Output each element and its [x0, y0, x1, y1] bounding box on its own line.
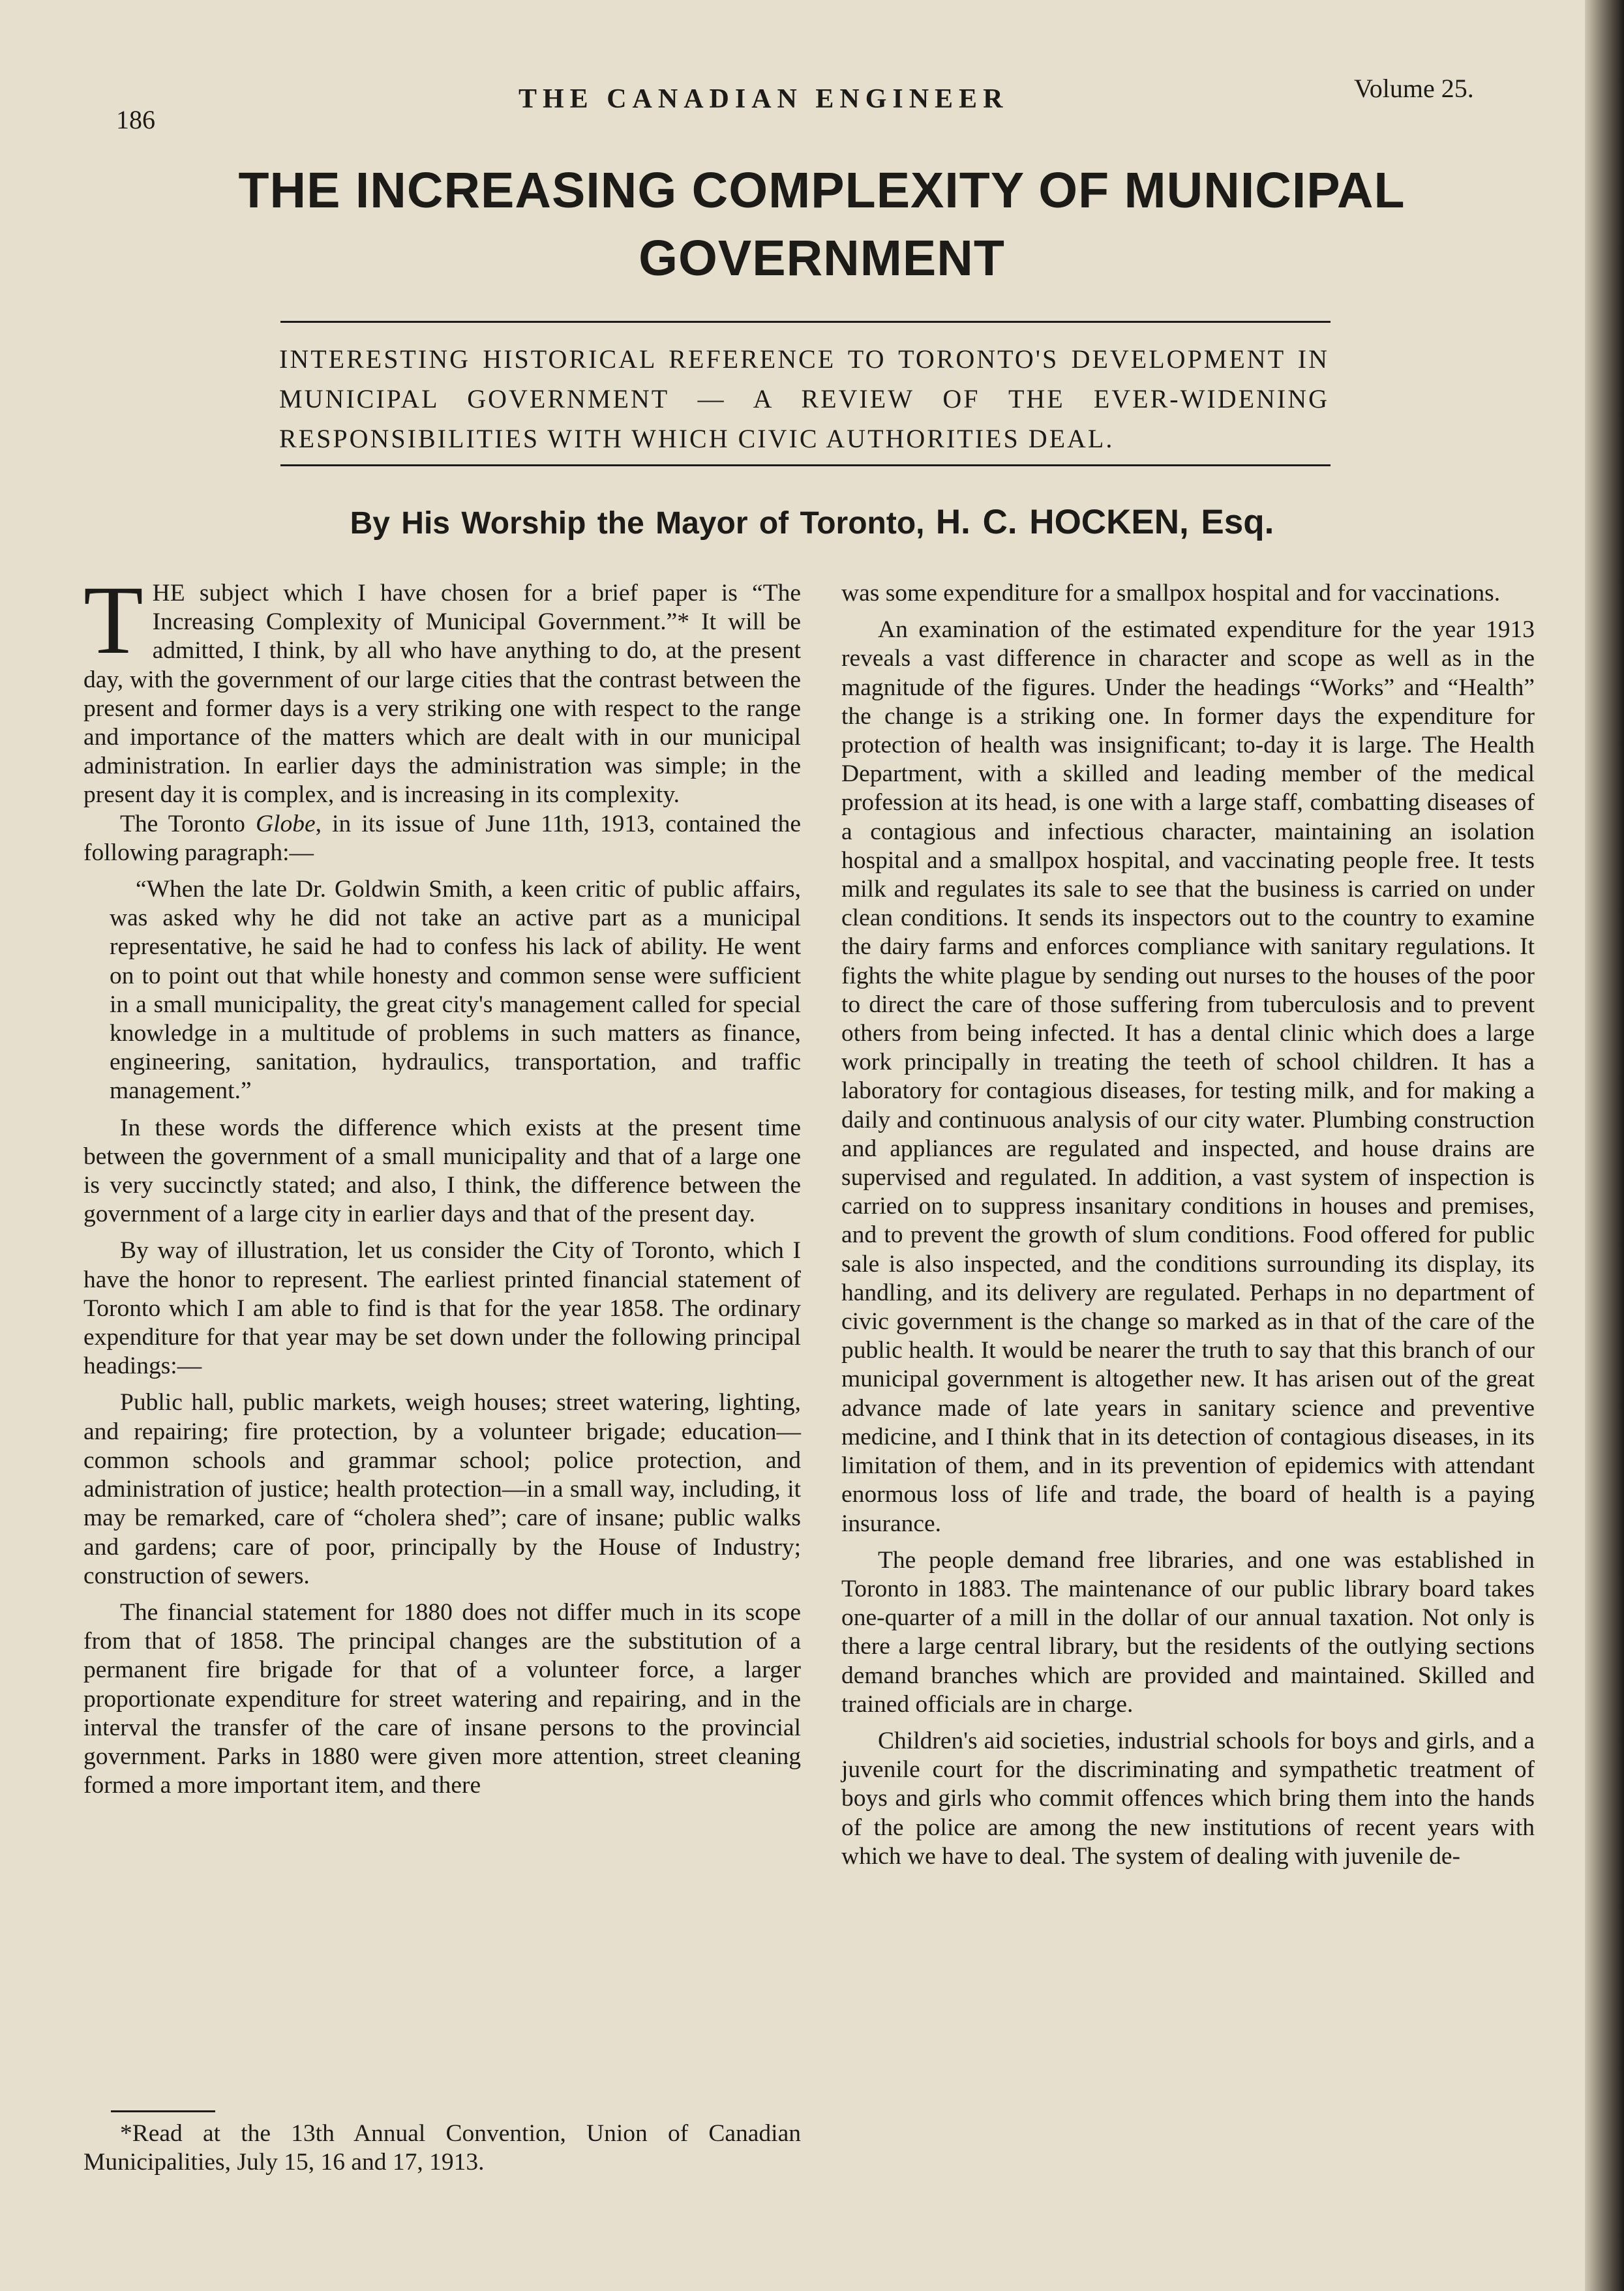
quoted-paragraph: “When the late Dr. Goldwin Smith, a keen critic of public affairs, was asked why he did not take an active part as a municipal representative, he said he had to confess his lack of ability. He went on to point out that while honesty and common sense were sufficient in a small municipality, the great city's management called for special knowledge in a multitude of problems in such matters as finance, engineering, sanitation, hydraulics, transportation, and traffic management.” [110, 876, 801, 1105]
article-title [130, 157, 1513, 292]
journal-running-head: THE CANADIAN ENGINEER [519, 84, 1009, 114]
paragraph-5: Public hall, public markets, weigh houses; street watering, lighting, and repairing; fire protection, by a volunteer brigade; education—common schools and grammar school; police protection, and administration of justice; health protection—in a small way, including, it may be remarked, care of “cholera shed”; care of insane; public walks and gardens; care of poor, principally by the House of Industry; construction of sewers. [83, 1389, 801, 1589]
footnote-text: *Read at the 13th Annual Convention, Union of Canadian Municipalities, July 15, 16 and 17, 1913. [83, 2120, 801, 2176]
byline [280, 502, 1344, 542]
right-column [841, 579, 1535, 1871]
right-paragraph-4: Children's aid societies, industrial schools for boys and girls, and a juvenile court for the discriminating and sympathetic treatment of boys and girls who commit offences which bring them into the hands of the police are among the new institutions of recent years with which we have to deal. The system of dealing with juvenile de- [841, 1727, 1535, 1870]
paragraph-4: By way of illustration, let us consider the City of Toronto, which I have the honor to represent. The earliest printed financial statement of Toronto which I am able to find is that for the year 1858. The ordinary expenditure for that year may be set down under the following principal headings:— [83, 1237, 801, 1380]
paragraph-6: The financial statement for 1880 does not differ much in its scope from that of 1858. The principal changes are the substitution of a permanent fire brigade for that of a volunteer force, a larger proportionate expenditure for street watering and repairing, and in the interval the transfer of the care of insane persons to the provincial government. Parks in 1880 were given more attention, street cleaning formed a more important item, and there [83, 1598, 801, 1799]
right-paragraph-2: An examination of the estimated expenditure for the year 1913 reveals a vast difference in character and scope as well as in the magnitude of the figures. Under the headings “Works” and “Health” the change is a striking one. In former days the expenditure for protection of health was insignificant; to-day it is large. The Health Department, with a skilled and leading member of the medical profession at its head, is one with a large staff, combatting diseases of a contagious and infectious character, maintaining an isolation hospital and a smallpox hospital, and vaccinating people free. It tests milk and regulates its sale to see that the business is carried on under clean conditions. It sends its inspectors out to the country to examine the dairy farms and enforces compliance with sanitary regulations. It fights the white plague by sending out nurses to the houses of the poor to direct the care of those suffering from tuberculosis and to prevent others from being infected. It has a dental clinic which does a large work principally in treating the teeth of school children. It has a laboratory for contagious diseases, for testing milk, and for making a daily and continuous analysis of our city water. Plumbing construction and appliances are regulated and inspected, and house drains are supervised and regulated. In addition, a vast system of inspection is carried on to suppress insanitary conditions in houses and premises, and to prevent the growth of slum conditions. Food offered for public sale is also inspected, and the conditions surrounding its display, its handling, and its delivery are regulated. Perhaps in no department of civic government is the change so marked as in that of the care of the public health. It would be nearer the truth to say that this branch of our municipal government is altogether new. It has arisen out of the great advance made of late years in sanitary science and preventive medicine, and I think that in its detection of contagious diseases, in its limitation of them, and in its prevention of epidemics with attendant enormous loss of life and trade, the board of health is a paying insurance. [841, 616, 1535, 1537]
footnote-rule [111, 2110, 215, 2112]
article-subtitle: INTERESTING HISTORICAL REFERENCE TO TORONTO'S DEVELOPMENT IN MUNICIPAL GOVERNMENT — A REVIEW OF THE EVER-WIDENING RESPONSIBILITIES WITH WHICH CIVIC AUTHORITIES DEAL. [279, 344, 1329, 453]
right-paragraph-3: The people demand free libraries, and one was established in Toronto in 1883. The maintenance of our public library board takes one-quarter of a mill in the dollar of our annual taxation. Not only is there a large central library, but the residents of the outlying sections demand branches which are provided and maintained. Skilled and trained officials are in charge. [841, 1546, 1535, 1718]
byline-author: H. C. HOCKEN, Esq. [935, 503, 1274, 541]
paragraph-1-text: HE subject which I have chosen for a brief paper is “The Increasing Complexity of Municipal Government.”* It will be admitted, I think, by all who have anything to do, at the present day, with the government of our large cities that the contrast between the present and former days is a very striking one with respect to the range and importance of the matters which are dealt with in our municipal administration. In earlier days the administration was simple; in the present day it is complex, and is increasing in its complexity. [83, 580, 801, 809]
left-column [83, 566, 801, 1800]
page-number: 186 [116, 105, 155, 134]
newspaper-name: Globe [256, 810, 316, 837]
paragraph-3: In these words the difference which exists at the present time between the government of a small municipality and that of a large one is very succinctly stated; and also, I think, the difference between the government of a large city in earlier days and that of the present day. [83, 1114, 801, 1228]
drop-cap: T [83, 566, 143, 674]
byline-prefix: By His Worship the Mayor of Toronto, [350, 506, 925, 541]
paragraph-2: The Toronto Globe, in its issue of June 11th, 1913, contained the following paragraph:— [83, 810, 801, 866]
subtitle-rule-bottom [280, 464, 1331, 466]
footnote [83, 2119, 801, 2177]
article-title-line-1: THE INCREASING COMPLEXITY OF MUNICIPAL [238, 162, 1406, 218]
paragraph-1 [83, 566, 801, 810]
article-title-line-2: GOVERNMENT [639, 230, 1005, 286]
volume-label: Volume 25. [1354, 74, 1474, 103]
right-paragraph-1: was some expenditure for a smallpox hospital and for vaccinations. [841, 580, 1501, 606]
binding-edge-shadow [1585, 0, 1624, 2291]
subtitle-rule-top [280, 321, 1331, 323]
